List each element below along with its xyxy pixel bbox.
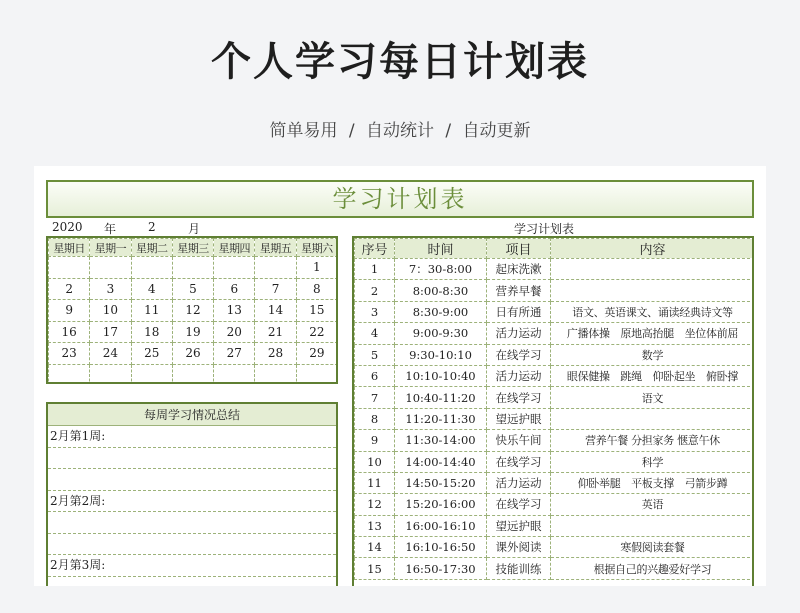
schedule-item-cell: 起床洗漱: [487, 259, 551, 280]
calendar-day-cell: 1: [296, 257, 337, 279]
calendar-day-cell: 23: [49, 343, 90, 365]
schedule-row: [355, 430, 755, 451]
schedule-item-cell: 快乐午间: [487, 430, 551, 451]
schedule-time-cell: 10:40-11:20: [395, 387, 487, 408]
schedule-item-cell: 技能训练: [487, 558, 551, 579]
weekly-summary: [46, 402, 338, 586]
schedule-time-cell: 16:50-17:30: [395, 558, 487, 579]
schedule-index-cell: 11: [355, 472, 395, 493]
calendar-table: [46, 236, 338, 384]
schedule-time-cell: 8:30-9:00: [395, 301, 487, 322]
calendar-week-row: [49, 278, 338, 300]
calendar-day-cell: 4: [131, 278, 172, 300]
calendar-day-cell: [214, 257, 255, 279]
calendar-day-cell: [255, 257, 296, 279]
calendar-week-row: [49, 364, 338, 384]
calendar-day-cell: [49, 257, 90, 279]
calendar-day-cell: 27: [214, 343, 255, 365]
schedule-item-cell: 在线学习: [487, 387, 551, 408]
schedule-time-cell: 16:00-16:10: [395, 515, 487, 536]
schedule-content-cell: 仰卧举腿 平板支撑 弓箭步蹲: [551, 472, 755, 493]
summary-row: 2月第1周:: [48, 426, 336, 448]
calendar-day-cell: 11: [131, 300, 172, 322]
calendar-day-cell: 14: [255, 300, 296, 322]
schedule-index-cell: 13: [355, 515, 395, 536]
calendar-day-cell: [296, 364, 337, 384]
schedule-index-cell: 14: [355, 537, 395, 558]
calendar-day-cell: [131, 257, 172, 279]
calendar-day-cell: 6: [214, 278, 255, 300]
schedule-content-cell: 语文、英语课文、诵读经典诗文等: [551, 301, 755, 322]
schedule-index-cell: 4: [355, 323, 395, 344]
calendar-day-cell: 17: [90, 321, 131, 343]
calendar-week-row: [49, 257, 338, 279]
schedule-row: [355, 387, 755, 408]
schedule-time-cell: 7：30-8:00: [395, 259, 487, 280]
schedule-content-cell: 营养午餐 分担家务 惬意午休: [551, 430, 755, 451]
calendar-day-cell: 21: [255, 321, 296, 343]
schedule-time-cell: 14:00-14:40: [395, 451, 487, 472]
month-unit: 月: [188, 222, 201, 236]
calendar-week-row: [49, 321, 338, 343]
calendar-week-row: [49, 300, 338, 322]
calendar-day-cell: 3: [90, 278, 131, 300]
schedule-content-cell: 数学: [551, 344, 755, 365]
schedule-row: [355, 537, 755, 558]
calendar-day-cell: 28: [255, 343, 296, 365]
schedule-item-cell: 在线学习: [487, 344, 551, 365]
schedule-index-cell: 2: [355, 280, 395, 301]
calendar-day-cell: 16: [49, 321, 90, 343]
schedule-time-cell: 15:20-16:00: [395, 494, 487, 515]
schedule-item-cell: 在线学习: [487, 451, 551, 472]
schedule-table: [352, 236, 754, 586]
spreadsheet-preview: [34, 166, 766, 586]
year-unit: 年: [104, 222, 117, 236]
calendar-day-cell: [172, 257, 213, 279]
schedule-row: [355, 259, 755, 280]
sheet-banner: [46, 180, 754, 218]
schedule-time-cell: 9:30-10:10: [395, 344, 487, 365]
calendar-day-cell: [214, 364, 255, 384]
schedule-time-cell: 16:10-16:50: [395, 537, 487, 558]
schedule-row: [355, 494, 755, 515]
schedule-content-cell: 科学: [551, 451, 755, 472]
calendar-day-cell: [255, 364, 296, 384]
schedule-item-cell: 活力运动: [487, 365, 551, 386]
calendar-day-cell: 15: [296, 300, 337, 322]
calendar-weekday: 星期日: [49, 239, 90, 257]
schedule-item-cell: 活力运动: [487, 323, 551, 344]
schedule-content-cell: 广播体操 原地高抬腿 坐位体前屈: [551, 323, 755, 344]
schedule-row: [355, 472, 755, 493]
banner-title: 学习计划表: [332, 185, 468, 213]
summary-row: 2月第3周:: [48, 555, 336, 577]
schedule-time-cell: 11:20-11:30: [395, 408, 487, 429]
page-subtitle: 简单易用 / 自动统计 / 自动更新: [269, 121, 531, 141]
calendar-header-row: [49, 239, 338, 257]
summary-title: 每周学习情况总结: [48, 404, 336, 426]
summary-row: [48, 448, 336, 470]
schedule-content-cell: 眼保健操 跳绳 仰卧起坐 俯卧撑: [551, 365, 755, 386]
schedule-row: [355, 365, 755, 386]
schedule-row: [355, 344, 755, 365]
calendar-day-cell: 18: [131, 321, 172, 343]
schedule-item-cell: 在线学习: [487, 494, 551, 515]
schedule-index-cell: 8: [355, 408, 395, 429]
schedule-index-cell: 1: [355, 259, 395, 280]
schedule-time-cell: 14:50-15:20: [395, 472, 487, 493]
schedule-column-header: 项目: [487, 239, 551, 259]
calendar-day-cell: 12: [172, 300, 213, 322]
schedule-index-cell: 7: [355, 387, 395, 408]
schedule-content-cell: 根据自己的兴趣爱好学习: [551, 558, 755, 579]
schedule-index-cell: 12: [355, 494, 395, 515]
calendar-day-cell: 19: [172, 321, 213, 343]
calendar-day-cell: 24: [90, 343, 131, 365]
schedule-content-cell: [551, 259, 755, 280]
calendar-day-cell: [90, 364, 131, 384]
schedule-row: [355, 408, 755, 429]
schedule-row: [355, 451, 755, 472]
schedule-row: [355, 280, 755, 301]
calendar-weekday: 星期五: [255, 239, 296, 257]
calendar-day-cell: [131, 364, 172, 384]
schedule-item-cell: 日有所通: [487, 301, 551, 322]
schedule-item-cell: 望远护眼: [487, 408, 551, 429]
calendar-day-cell: [49, 364, 90, 384]
calendar-day-cell: 26: [172, 343, 213, 365]
schedule-content-cell: [551, 280, 755, 301]
schedule-item-cell: 营养早餐: [487, 280, 551, 301]
schedule-row: [355, 558, 755, 579]
summary-row: [48, 534, 336, 556]
calendar-weekday: 星期一: [90, 239, 131, 257]
schedule-column-header: 时间: [395, 239, 487, 259]
summary-row: 2月第2周:: [48, 491, 336, 513]
calendar-weekday: 星期三: [172, 239, 213, 257]
schedule-content-cell: 英语: [551, 494, 755, 515]
schedule-content-cell: [551, 515, 755, 536]
month-value: 2: [148, 220, 156, 234]
calendar-day-cell: 29: [296, 343, 337, 365]
calendar-day-cell: [90, 257, 131, 279]
calendar-weekday: 星期六: [296, 239, 337, 257]
plan-label: 学习计划表: [514, 222, 575, 236]
calendar-day-cell: 13: [214, 300, 255, 322]
schedule-column-header: 序号: [355, 239, 395, 259]
calendar-day-cell: 22: [296, 321, 337, 343]
schedule-column-header: 内容: [551, 239, 755, 259]
schedule-index-cell: 15: [355, 558, 395, 579]
schedule-time-cell: 10:10-10:40: [395, 365, 487, 386]
calendar-day-cell: [172, 364, 213, 384]
schedule-item-cell: 望远护眼: [487, 515, 551, 536]
schedule-index-cell: 9: [355, 430, 395, 451]
calendar-day-cell: 25: [131, 343, 172, 365]
schedule-index-cell: 10: [355, 451, 395, 472]
calendar-day-cell: 9: [49, 300, 90, 322]
summary-row: [48, 512, 336, 534]
calendar-day-cell: 8: [296, 278, 337, 300]
summary-row: [48, 469, 336, 491]
schedule-row: [355, 323, 755, 344]
page-title: 个人学习每日计划表: [211, 39, 589, 85]
calendar-day-cell: 5: [172, 278, 213, 300]
schedule-content-cell: 寒假阅读套餐: [551, 537, 755, 558]
schedule-time-cell: 11:30-14:00: [395, 430, 487, 451]
schedule-index-cell: 5: [355, 344, 395, 365]
schedule-header-row: [355, 239, 755, 259]
schedule-time-cell: 9:00-9:30: [395, 323, 487, 344]
schedule-content-cell: [551, 408, 755, 429]
calendar-weekday: 星期二: [131, 239, 172, 257]
schedule-content-cell: 语文: [551, 387, 755, 408]
calendar-day-cell: 7: [255, 278, 296, 300]
schedule-index-cell: 3: [355, 301, 395, 322]
calendar-day-cell: 20: [214, 321, 255, 343]
schedule-row: [355, 515, 755, 536]
calendar-week-row: [49, 343, 338, 365]
schedule-row: [355, 301, 755, 322]
calendar-day-cell: 10: [90, 300, 131, 322]
calendar-day-cell: 2: [49, 278, 90, 300]
schedule-index-cell: 6: [355, 365, 395, 386]
schedule-item-cell: 活力运动: [487, 472, 551, 493]
year-value: 2020: [52, 220, 83, 234]
calendar-weekday: 星期四: [214, 239, 255, 257]
schedule-time-cell: 8:00-8:30: [395, 280, 487, 301]
schedule-item-cell: 课外阅读: [487, 537, 551, 558]
